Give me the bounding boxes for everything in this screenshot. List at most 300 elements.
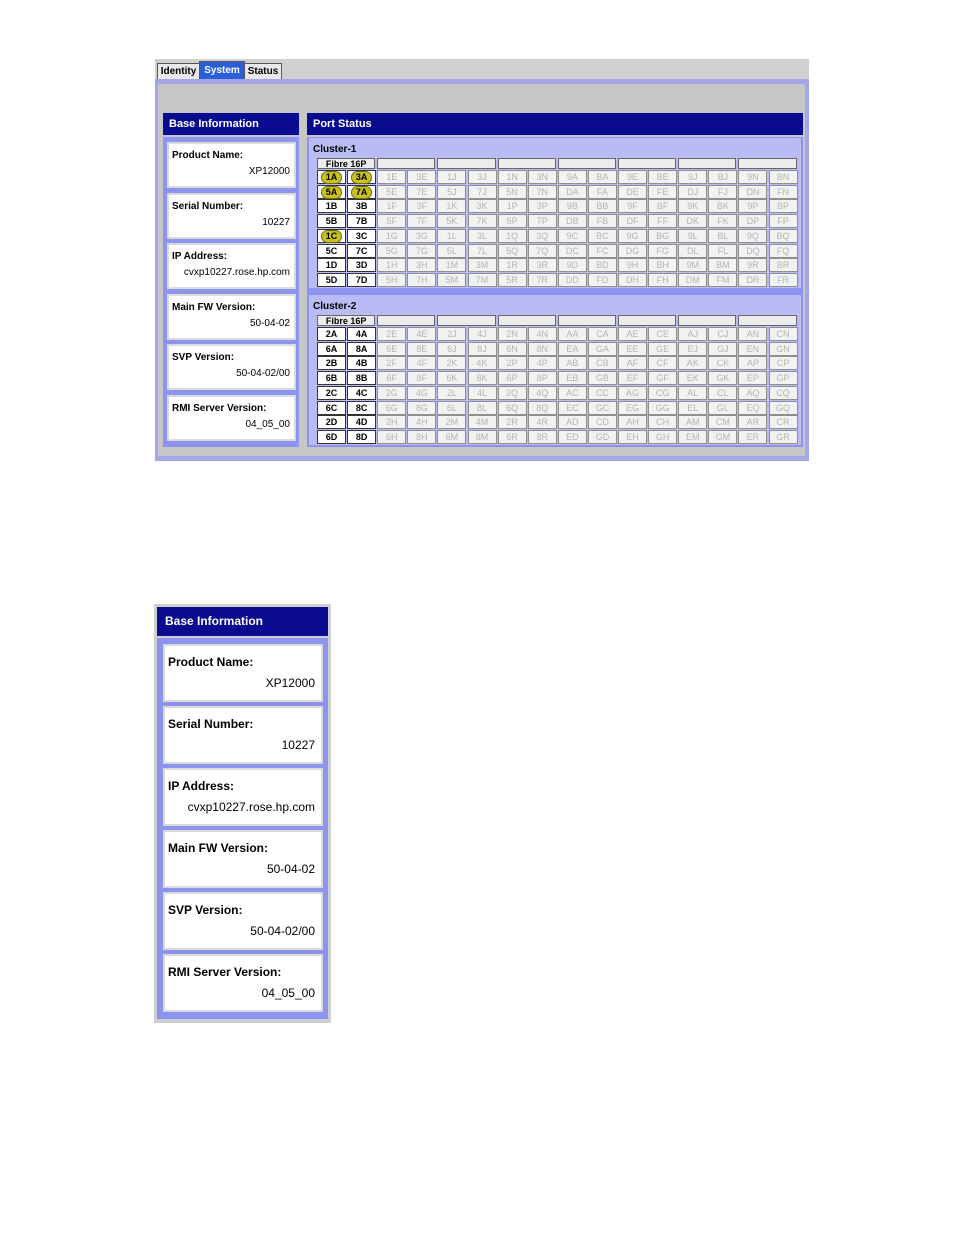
column-group-header bbox=[558, 315, 616, 326]
port-gf[interactable]: GF bbox=[648, 371, 677, 385]
zoom-rmi-server-version-card bbox=[163, 954, 323, 1012]
port-2j[interactable]: 2J bbox=[437, 327, 466, 341]
port-df[interactable]: DF bbox=[618, 214, 647, 228]
port-de[interactable]: DE bbox=[618, 185, 647, 199]
port-2p[interactable]: 2P bbox=[498, 356, 527, 370]
zoom-main-fw-version-value: 50-04-02 bbox=[266, 862, 315, 876]
port-8f[interactable]: 8F bbox=[407, 371, 436, 385]
port-fc[interactable]: FC bbox=[588, 244, 617, 258]
zoom-svp-version-card bbox=[163, 892, 323, 950]
port-gk[interactable]: GK bbox=[708, 371, 737, 385]
port-8m[interactable]: 8M bbox=[468, 430, 497, 444]
port-1g[interactable]: 1G bbox=[377, 229, 406, 243]
port-fh[interactable]: FH bbox=[648, 273, 677, 287]
port-2f[interactable]: 2F bbox=[377, 356, 406, 370]
port-en[interactable]: EN bbox=[738, 342, 767, 356]
port-cl[interactable]: CL bbox=[708, 386, 737, 400]
port-3j[interactable]: 3J bbox=[468, 170, 497, 184]
port-1b[interactable]: 1B bbox=[317, 199, 346, 213]
port-1c[interactable] bbox=[317, 229, 346, 243]
port-6n[interactable]: 6N bbox=[498, 342, 527, 356]
port-4l[interactable]: 4L bbox=[468, 386, 497, 400]
port-ge[interactable]: GE bbox=[648, 342, 677, 356]
port-fg[interactable]: FG bbox=[648, 244, 677, 258]
port-5p[interactable]: 5P bbox=[498, 214, 527, 228]
port-8n[interactable]: 8N bbox=[528, 342, 557, 356]
svp-version-label: SVP Version: bbox=[172, 352, 235, 363]
port-ch[interactable]: CH bbox=[648, 415, 677, 429]
port-ap[interactable]: AP bbox=[738, 356, 767, 370]
product-name-value: XP12000 bbox=[248, 166, 290, 177]
port-ce[interactable]: CE bbox=[648, 327, 677, 341]
port-5a[interactable] bbox=[317, 185, 346, 199]
port-8d[interactable]: 8D bbox=[347, 430, 376, 444]
port-bd[interactable]: BD bbox=[588, 258, 617, 272]
port-fb[interactable]: FB bbox=[588, 214, 617, 228]
port-2d[interactable]: 2D bbox=[317, 415, 346, 429]
port-8h[interactable]: 8H bbox=[407, 430, 436, 444]
port-6h[interactable]: 6H bbox=[377, 430, 406, 444]
cluster-1-title: Cluster-1 bbox=[313, 144, 357, 155]
storage-management-window bbox=[155, 59, 809, 461]
port-1l[interactable]: 1L bbox=[437, 229, 466, 243]
column-group-header bbox=[377, 315, 435, 326]
port-cd[interactable]: CD bbox=[588, 415, 617, 429]
port-8l[interactable]: 8L bbox=[468, 401, 497, 415]
port-dp[interactable]: DP bbox=[738, 214, 767, 228]
port-3q[interactable]: 3Q bbox=[528, 229, 557, 243]
port-bm[interactable]: BM bbox=[708, 258, 737, 272]
port-dd[interactable]: DD bbox=[558, 273, 587, 287]
port-7h[interactable]: 7H bbox=[407, 273, 436, 287]
port-1j[interactable]: 1J bbox=[437, 170, 466, 184]
port-3m[interactable]: 3M bbox=[468, 258, 497, 272]
port-8p[interactable]: 8P bbox=[528, 371, 557, 385]
port-6a[interactable]: 6A bbox=[317, 342, 346, 356]
port-9h[interactable]: 9H bbox=[618, 258, 647, 272]
port-7q[interactable]: 7Q bbox=[528, 244, 557, 258]
port-9l[interactable]: 9L bbox=[678, 229, 707, 243]
port-3h[interactable]: 3H bbox=[407, 258, 436, 272]
port-6d[interactable]: 6D bbox=[317, 430, 346, 444]
port-3k[interactable]: 3K bbox=[468, 199, 497, 213]
port-9c[interactable]: 9C bbox=[558, 229, 587, 243]
port-fk[interactable]: FK bbox=[708, 214, 737, 228]
port-fm[interactable]: FM bbox=[708, 273, 737, 287]
port-9b[interactable]: 9B bbox=[558, 199, 587, 213]
port-6l[interactable]: 6L bbox=[437, 401, 466, 415]
port-9k[interactable]: 9K bbox=[678, 199, 707, 213]
port-gd[interactable]: GD bbox=[588, 430, 617, 444]
port-gm[interactable]: GM bbox=[708, 430, 737, 444]
port-dj[interactable]: DJ bbox=[678, 185, 707, 199]
port-5m[interactable]: 5M bbox=[437, 273, 466, 287]
port-6f[interactable]: 6F bbox=[377, 371, 406, 385]
port-5l[interactable]: 5L bbox=[437, 244, 466, 258]
port-cf[interactable]: CF bbox=[648, 356, 677, 370]
column-group-header bbox=[618, 315, 676, 326]
port-cc[interactable]: CC bbox=[588, 386, 617, 400]
port-ak[interactable]: AK bbox=[678, 356, 707, 370]
port-8q[interactable]: 8Q bbox=[528, 401, 557, 415]
port-4r[interactable]: 4R bbox=[528, 415, 557, 429]
port-1r[interactable]: 1R bbox=[498, 258, 527, 272]
port-ec[interactable]: EC bbox=[558, 401, 587, 415]
port-1e[interactable]: 1E bbox=[377, 170, 406, 184]
port-3p[interactable]: 3P bbox=[528, 199, 557, 213]
port-gl[interactable]: GL bbox=[708, 401, 737, 415]
port-active-marker: 3A bbox=[351, 171, 373, 184]
port-7r[interactable]: 7R bbox=[528, 273, 557, 287]
port-el[interactable]: EL bbox=[678, 401, 707, 415]
port-8j[interactable]: 8J bbox=[468, 342, 497, 356]
port-ae[interactable]: AE bbox=[618, 327, 647, 341]
port-1n[interactable]: 1N bbox=[498, 170, 527, 184]
port-gr[interactable]: GR bbox=[769, 430, 798, 444]
port-cm[interactable]: CM bbox=[708, 415, 737, 429]
port-dl[interactable]: DL bbox=[678, 244, 707, 258]
port-9r[interactable]: 9R bbox=[738, 258, 767, 272]
port-5d[interactable]: 5D bbox=[317, 273, 346, 287]
port-ek[interactable]: EK bbox=[678, 371, 707, 385]
port-8r[interactable]: 8R bbox=[528, 430, 557, 444]
port-fj[interactable]: FJ bbox=[708, 185, 737, 199]
zoom-svp-version-label: SVP Version: bbox=[168, 903, 243, 917]
port-1q[interactable]: 1Q bbox=[498, 229, 527, 243]
port-fp[interactable]: FP bbox=[769, 214, 798, 228]
port-6q[interactable]: 6Q bbox=[498, 401, 527, 415]
port-2h[interactable]: 2H bbox=[377, 415, 406, 429]
column-group-header bbox=[437, 158, 495, 169]
svp-version-card bbox=[167, 344, 296, 390]
port-em[interactable]: EM bbox=[678, 430, 707, 444]
port-9p[interactable]: 9P bbox=[738, 199, 767, 213]
port-status-header: Port Status bbox=[307, 113, 803, 135]
port-bl[interactable]: BL bbox=[708, 229, 737, 243]
port-5b[interactable]: 5B bbox=[317, 214, 346, 228]
port-ck[interactable]: CK bbox=[708, 356, 737, 370]
port-ff[interactable]: FF bbox=[648, 214, 677, 228]
port-4f[interactable]: 4F bbox=[407, 356, 436, 370]
port-4k[interactable]: 4K bbox=[468, 356, 497, 370]
port-4c[interactable]: 4C bbox=[347, 386, 376, 400]
port-gc[interactable]: GC bbox=[588, 401, 617, 415]
port-4j[interactable]: 4J bbox=[468, 327, 497, 341]
zoom-serial-number-value: 10227 bbox=[281, 738, 315, 752]
port-ed[interactable]: ED bbox=[558, 430, 587, 444]
port-8k[interactable]: 8K bbox=[468, 371, 497, 385]
port-3r[interactable]: 3R bbox=[528, 258, 557, 272]
port-5q[interactable]: 5Q bbox=[498, 244, 527, 258]
port-bj[interactable]: BJ bbox=[708, 170, 737, 184]
port-1a[interactable] bbox=[317, 170, 346, 184]
port-cb[interactable]: CB bbox=[588, 356, 617, 370]
port-af[interactable]: AF bbox=[618, 356, 647, 370]
column-group-header bbox=[678, 315, 736, 326]
port-9d[interactable]: 9D bbox=[558, 258, 587, 272]
port-2r[interactable]: 2R bbox=[498, 415, 527, 429]
port-7k[interactable]: 7K bbox=[468, 214, 497, 228]
port-bc[interactable]: BC bbox=[588, 229, 617, 243]
port-2b[interactable]: 2B bbox=[317, 356, 346, 370]
port-ep[interactable]: EP bbox=[738, 371, 767, 385]
port-6p[interactable]: 6P bbox=[498, 371, 527, 385]
rmi-server-version-label: RMI Server Version: bbox=[172, 403, 267, 414]
port-4a[interactable]: 4A bbox=[347, 327, 376, 341]
port-be[interactable]: BE bbox=[648, 170, 677, 184]
port-bk[interactable]: BK bbox=[708, 199, 737, 213]
port-ee[interactable]: EE bbox=[618, 342, 647, 356]
port-dc[interactable]: DC bbox=[558, 244, 587, 258]
base-information-panel bbox=[163, 137, 299, 447]
port-1h[interactable]: 1H bbox=[377, 258, 406, 272]
port-3n[interactable]: 3N bbox=[528, 170, 557, 184]
port-7d[interactable]: 7D bbox=[347, 273, 376, 287]
port-gg[interactable]: GG bbox=[648, 401, 677, 415]
port-fa[interactable]: FA bbox=[588, 185, 617, 199]
port-dn[interactable]: DN bbox=[738, 185, 767, 199]
port-gh[interactable]: GH bbox=[648, 430, 677, 444]
zoom-serial-number-card bbox=[163, 706, 323, 764]
port-fq[interactable]: FQ bbox=[769, 244, 798, 258]
rmi-server-version-card bbox=[167, 395, 296, 441]
port-7g[interactable]: 7G bbox=[407, 244, 436, 258]
port-8c[interactable]: 8C bbox=[347, 401, 376, 415]
system-content bbox=[158, 84, 805, 456]
port-9g[interactable]: 9G bbox=[618, 229, 647, 243]
port-gn[interactable]: GN bbox=[769, 342, 798, 356]
port-8e[interactable]: 8E bbox=[407, 342, 436, 356]
port-fd[interactable]: FD bbox=[588, 273, 617, 287]
port-6j[interactable]: 6J bbox=[437, 342, 466, 356]
port-3g[interactable]: 3G bbox=[407, 229, 436, 243]
port-5g[interactable]: 5G bbox=[377, 244, 406, 258]
port-4h[interactable]: 4H bbox=[407, 415, 436, 429]
port-1m[interactable]: 1M bbox=[437, 258, 466, 272]
port-gq[interactable]: GQ bbox=[769, 401, 798, 415]
port-ad[interactable]: AD bbox=[558, 415, 587, 429]
port-9m[interactable]: 9M bbox=[678, 258, 707, 272]
port-3e[interactable]: 3E bbox=[407, 170, 436, 184]
port-dh[interactable]: DH bbox=[618, 273, 647, 287]
port-9q[interactable]: 9Q bbox=[738, 229, 767, 243]
port-7m[interactable]: 7M bbox=[468, 273, 497, 287]
port-2a[interactable]: 2A bbox=[317, 327, 346, 341]
port-bg[interactable]: BG bbox=[648, 229, 677, 243]
port-aj[interactable]: AJ bbox=[678, 327, 707, 341]
port-dq[interactable]: DQ bbox=[738, 244, 767, 258]
port-5c[interactable]: 5C bbox=[317, 244, 346, 258]
port-7n[interactable]: 7N bbox=[528, 185, 557, 199]
port-2c[interactable]: 2C bbox=[317, 386, 346, 400]
port-fe[interactable]: FE bbox=[648, 185, 677, 199]
port-5r[interactable]: 5R bbox=[498, 273, 527, 287]
port-2g[interactable]: 2G bbox=[377, 386, 406, 400]
port-fr[interactable]: FR bbox=[769, 273, 798, 287]
port-cg[interactable]: CG bbox=[648, 386, 677, 400]
port-ag[interactable]: AG bbox=[618, 386, 647, 400]
port-4q[interactable]: 4Q bbox=[528, 386, 557, 400]
port-ef[interactable]: EF bbox=[618, 371, 647, 385]
port-bn[interactable]: BN bbox=[769, 170, 798, 184]
port-9n[interactable]: 9N bbox=[738, 170, 767, 184]
port-8a[interactable]: 8A bbox=[347, 342, 376, 356]
port-am[interactable]: AM bbox=[678, 415, 707, 429]
port-2n[interactable]: 2N bbox=[498, 327, 527, 341]
port-4n[interactable]: 4N bbox=[528, 327, 557, 341]
port-7l[interactable]: 7L bbox=[468, 244, 497, 258]
port-ea[interactable]: EA bbox=[558, 342, 587, 356]
column-group-header bbox=[678, 158, 736, 169]
port-4m[interactable]: 4M bbox=[468, 415, 497, 429]
port-6c[interactable]: 6C bbox=[317, 401, 346, 415]
port-6m[interactable]: 6M bbox=[437, 430, 466, 444]
port-ca[interactable]: CA bbox=[588, 327, 617, 341]
port-7j[interactable]: 7J bbox=[468, 185, 497, 199]
column-group-header bbox=[437, 315, 495, 326]
port-5h[interactable]: 5H bbox=[377, 273, 406, 287]
port-an[interactable]: AN bbox=[738, 327, 767, 341]
port-4d[interactable]: 4D bbox=[347, 415, 376, 429]
port-er[interactable]: ER bbox=[738, 430, 767, 444]
port-dk[interactable]: DK bbox=[678, 214, 707, 228]
product-name-card bbox=[167, 142, 296, 188]
port-bh[interactable]: BH bbox=[648, 258, 677, 272]
zoom-ip-address-value: cvxp10227.rose.hp.com bbox=[187, 800, 315, 814]
port-eq[interactable]: EQ bbox=[738, 401, 767, 415]
port-fn[interactable]: FN bbox=[769, 185, 798, 199]
port-dr[interactable]: DR bbox=[738, 273, 767, 287]
port-3l[interactable]: 3L bbox=[468, 229, 497, 243]
port-3a[interactable] bbox=[347, 170, 376, 184]
cluster-2-title: Cluster-2 bbox=[313, 301, 357, 312]
port-4b[interactable]: 4B bbox=[347, 356, 376, 370]
port-6e[interactable]: 6E bbox=[377, 342, 406, 356]
product-name-label: Product Name: bbox=[172, 150, 244, 161]
port-eb[interactable]: EB bbox=[558, 371, 587, 385]
port-da[interactable]: DA bbox=[558, 185, 587, 199]
port-7c[interactable]: 7C bbox=[347, 244, 376, 258]
port-bp[interactable]: BP bbox=[769, 199, 798, 213]
port-1k[interactable]: 1K bbox=[437, 199, 466, 213]
tab-status[interactable]: Status bbox=[244, 63, 282, 80]
port-eh[interactable]: EH bbox=[618, 430, 647, 444]
zoom-rmi-server-version-value: 04_05_00 bbox=[261, 986, 315, 1000]
port-8g[interactable]: 8G bbox=[407, 401, 436, 415]
port-ab[interactable]: AB bbox=[558, 356, 587, 370]
port-ah[interactable]: AH bbox=[618, 415, 647, 429]
column-header-fibre-16p: Fibre 16P bbox=[317, 315, 375, 326]
serial-number-value: 10227 bbox=[262, 217, 290, 228]
ip-address-label: IP Address: bbox=[172, 251, 228, 262]
port-cj[interactable]: CJ bbox=[708, 327, 737, 341]
port-6g[interactable]: 6G bbox=[377, 401, 406, 415]
column-group-header bbox=[738, 315, 796, 326]
port-9a[interactable]: 9A bbox=[558, 170, 587, 184]
port-1d[interactable]: 1D bbox=[317, 258, 346, 272]
port-9e[interactable]: 9E bbox=[618, 170, 647, 184]
port-bf[interactable]: BF bbox=[648, 199, 677, 213]
port-6k[interactable]: 6K bbox=[437, 371, 466, 385]
port-aa[interactable]: AA bbox=[558, 327, 587, 341]
port-fl[interactable]: FL bbox=[708, 244, 737, 258]
tab-system[interactable]: System bbox=[199, 61, 245, 80]
port-cq[interactable]: CQ bbox=[769, 386, 798, 400]
port-br[interactable]: BR bbox=[769, 258, 798, 272]
port-4p[interactable]: 4P bbox=[528, 356, 557, 370]
port-gp[interactable]: GP bbox=[769, 371, 798, 385]
port-4e[interactable]: 4E bbox=[407, 327, 436, 341]
port-5k[interactable]: 5K bbox=[437, 214, 466, 228]
port-6b[interactable]: 6B bbox=[317, 371, 346, 385]
port-3c[interactable]: 3C bbox=[347, 229, 376, 243]
zoom-main-fw-version-card bbox=[163, 830, 323, 888]
port-9j[interactable]: 9J bbox=[678, 170, 707, 184]
port-2m[interactable]: 2M bbox=[437, 415, 466, 429]
port-bq[interactable]: BQ bbox=[769, 229, 798, 243]
port-ej[interactable]: EJ bbox=[678, 342, 707, 356]
port-5n[interactable]: 5N bbox=[498, 185, 527, 199]
port-2l[interactable]: 2L bbox=[437, 386, 466, 400]
port-2q[interactable]: 2Q bbox=[498, 386, 527, 400]
port-7b[interactable]: 7B bbox=[347, 214, 376, 228]
port-4g[interactable]: 4G bbox=[407, 386, 436, 400]
port-2e[interactable]: 2E bbox=[377, 327, 406, 341]
port-ga[interactable]: GA bbox=[588, 342, 617, 356]
port-ac[interactable]: AC bbox=[558, 386, 587, 400]
base-information-zoom bbox=[154, 604, 331, 1023]
zoom-product-name-value: XP12000 bbox=[265, 676, 315, 690]
port-al[interactable]: AL bbox=[678, 386, 707, 400]
port-db[interactable]: DB bbox=[558, 214, 587, 228]
port-ba[interactable]: BA bbox=[588, 170, 617, 184]
zoom-product-name-label: Product Name: bbox=[168, 655, 254, 669]
port-dm[interactable]: DM bbox=[678, 273, 707, 287]
svp-version-value: 50-04-02/00 bbox=[236, 368, 290, 379]
port-eg[interactable]: EG bbox=[618, 401, 647, 415]
port-3f[interactable]: 3F bbox=[407, 199, 436, 213]
port-3d[interactable]: 3D bbox=[347, 258, 376, 272]
port-3b[interactable]: 3B bbox=[347, 199, 376, 213]
port-cr[interactable]: CR bbox=[769, 415, 798, 429]
port-7p[interactable]: 7P bbox=[528, 214, 557, 228]
port-cp[interactable]: CP bbox=[769, 356, 798, 370]
tab-identity[interactable]: Identity bbox=[157, 63, 200, 80]
port-7f[interactable]: 7F bbox=[407, 214, 436, 228]
port-1p[interactable]: 1P bbox=[498, 199, 527, 213]
port-bb[interactable]: BB bbox=[588, 199, 617, 213]
tab-bar bbox=[155, 59, 809, 79]
port-7a[interactable] bbox=[347, 185, 376, 199]
port-dg[interactable]: DG bbox=[618, 244, 647, 258]
port-2k[interactable]: 2K bbox=[437, 356, 466, 370]
port-1f[interactable]: 1F bbox=[377, 199, 406, 213]
port-ar[interactable]: AR bbox=[738, 415, 767, 429]
port-gj[interactable]: GJ bbox=[708, 342, 737, 356]
port-aq[interactable]: AQ bbox=[738, 386, 767, 400]
port-cn[interactable]: CN bbox=[769, 327, 798, 341]
port-6r[interactable]: 6R bbox=[498, 430, 527, 444]
port-7e[interactable]: 7E bbox=[407, 185, 436, 199]
main-fw-version-card bbox=[167, 294, 296, 340]
port-5e[interactable]: 5E bbox=[377, 185, 406, 199]
port-gb[interactable]: GB bbox=[588, 371, 617, 385]
port-8b[interactable]: 8B bbox=[347, 371, 376, 385]
port-5j[interactable]: 5J bbox=[437, 185, 466, 199]
port-5f[interactable]: 5F bbox=[377, 214, 406, 228]
port-9f[interactable]: 9F bbox=[618, 199, 647, 213]
system-tab-panel bbox=[155, 79, 809, 461]
